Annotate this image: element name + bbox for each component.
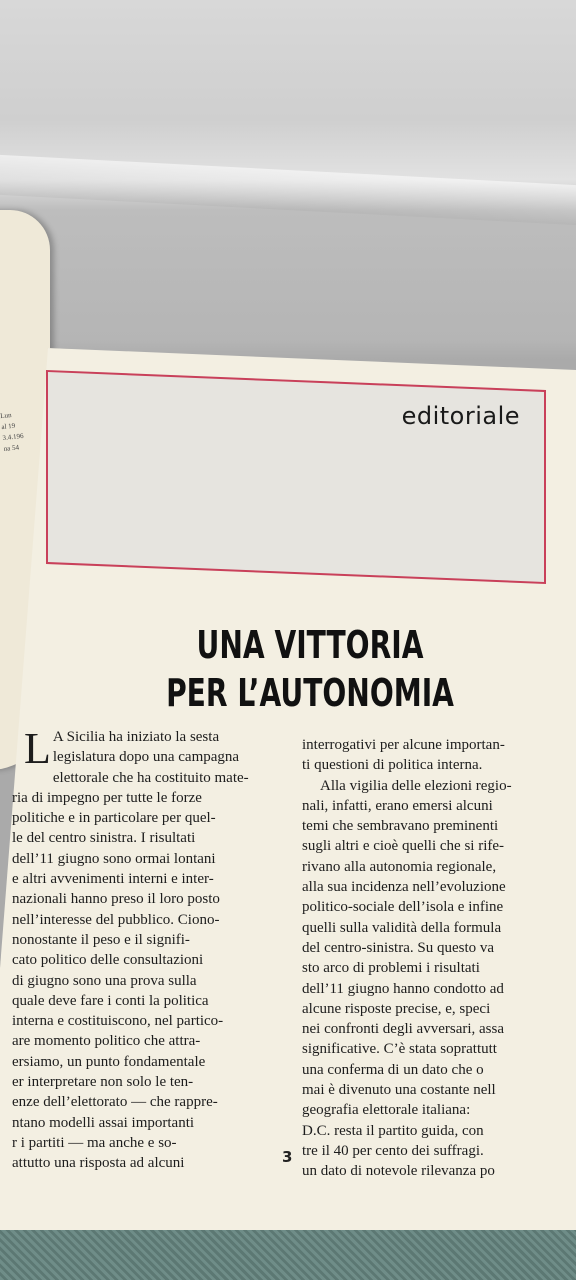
text-line: D.C. resta il partito guida, con — [302, 1122, 484, 1139]
text-line: nali, infatti, erano emersi alcuni — [302, 797, 493, 814]
text-line: elettorale che ha costituito mate- — [52, 769, 249, 786]
text-line: dell’11 giugno hanno condotto ad — [302, 980, 504, 997]
text-line: ersiamo, un punto fondamentale — [12, 1053, 206, 1070]
drop-cap: L — [24, 724, 51, 773]
text-line: geografia elettorale italiana: — [302, 1102, 471, 1119]
text-line: Alla vigilia delle elezioni regio- — [320, 777, 512, 794]
text-line: A Sicilia ha iniziato la sesta — [52, 729, 220, 745]
text-line: un dato di notevole rilevanza po — [302, 1163, 495, 1180]
headline-line-2: PER L’AUTONOMIA — [166, 671, 454, 715]
headline-line-1: UNA VITTORIA — [196, 623, 424, 667]
text-line: ria di impegno per tutte le forze — [12, 789, 202, 806]
text-line: er interpretare non solo le ten- — [12, 1074, 194, 1091]
text-line: ti questioni di politica interna. — [302, 757, 483, 774]
text-line: di giugno sono una prova sulla — [12, 972, 197, 989]
text-line: interrogativi per alcune importan- — [302, 737, 505, 753]
text-line: interna e costituiscono, nel partico- — [12, 1013, 224, 1030]
right-column — [302, 735, 576, 1182]
text-line: nei confronti degli avversari, assa — [302, 1021, 505, 1038]
text-line: rivano alla autonomia regionale, — [302, 858, 497, 875]
text-line: tre il 40 per cento dei suffragi. — [302, 1142, 484, 1159]
text-line: una conferma di un dato che o — [302, 1061, 484, 1078]
text-line: del centro-sinistra. Su questo va — [302, 939, 495, 956]
text-line: temi che sembravano preminenti — [302, 818, 499, 835]
text-line: le del centro sinistra. I risultati — [12, 830, 196, 847]
text-line: e altri avvenimenti interni e inter- — [12, 871, 214, 888]
left-column — [12, 724, 282, 1174]
text-line: quelli sulla validità della formula — [302, 919, 502, 936]
section-label: editoriale — [401, 402, 520, 430]
text-line: sto arco di problemi i risultati — [302, 960, 480, 977]
text-line: significative. C’è stata soprattutt — [302, 1041, 497, 1058]
text-line: nell’interesse del pubblico. Ciono- — [12, 911, 220, 928]
page-number: 3 — [282, 1148, 293, 1166]
text-line: enze dell’elettorato — che rappre- — [12, 1094, 218, 1111]
text-line: alla sua incidenza nell’evoluzione — [302, 879, 506, 896]
text-line: attutto una risposta ad alcuni — [12, 1155, 185, 1172]
text-line: politiche e in particolare per quel- — [12, 810, 216, 827]
previous-page-text: Lun al 19 3.4.196 na 54 — [0, 411, 24, 453]
floor-surface — [0, 1230, 576, 1280]
text-line: are momento politico che attra- — [12, 1033, 201, 1050]
text-line: alcune risposte precise, e, speci — [302, 1000, 491, 1017]
text-line: cato politico delle consultazioni — [12, 952, 204, 969]
text-line: ntano modelli assai importanti — [12, 1114, 195, 1131]
text-line: nazionali hanno preso il loro posto — [12, 891, 220, 908]
text-line: nonostante il peso e il signifi- — [12, 931, 190, 948]
text-line: politico-sociale dell’isola e infine — [302, 899, 504, 916]
text-line: sugli altri e cioè quelli che si rife- — [302, 838, 505, 855]
text-line: r i partiti — ma anche e so- — [12, 1134, 177, 1151]
text-line: quale deve fare i conti la politica — [12, 992, 209, 1009]
text-line: dell’11 giugno sono ormai lontani — [12, 850, 216, 867]
text-line: mai è divenuto una costante nell — [302, 1082, 496, 1099]
text-line: legislatura dopo una campagna — [52, 749, 240, 766]
